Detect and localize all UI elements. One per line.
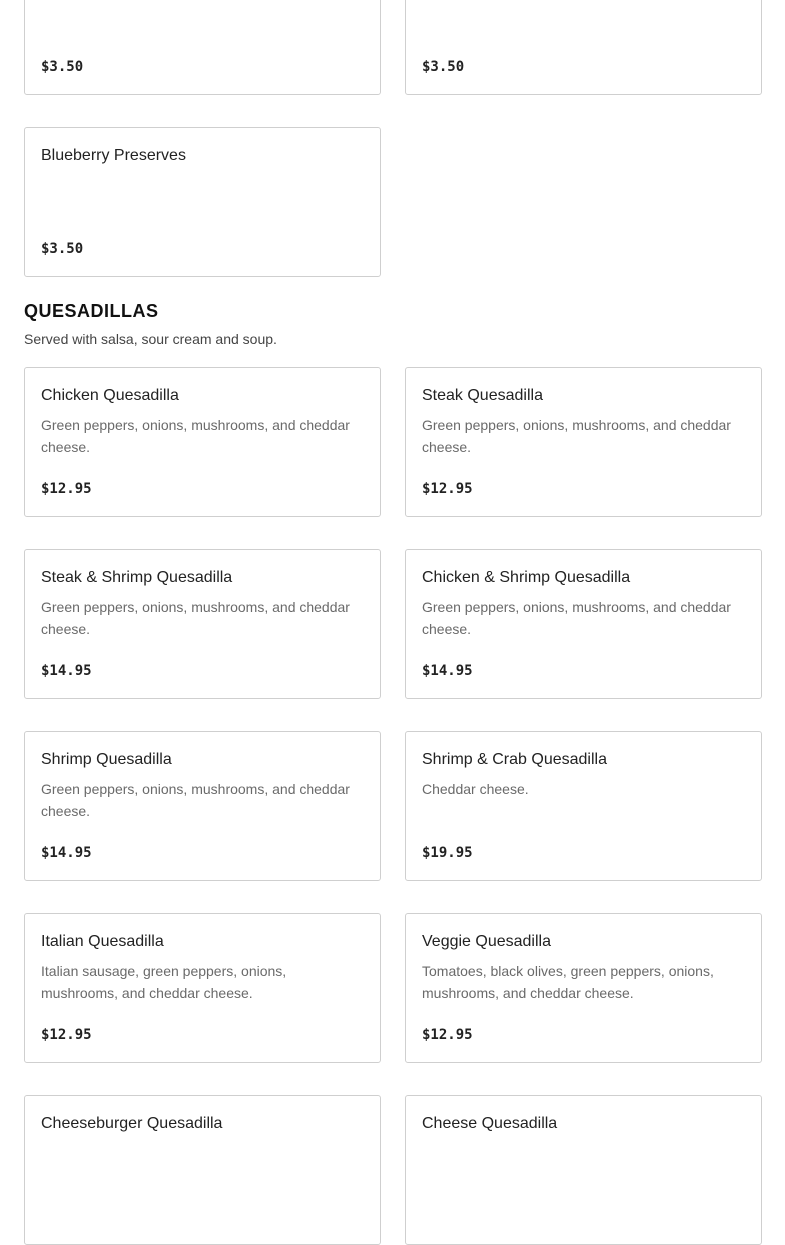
menu-item-name: Chicken & Shrimp Quesadilla (422, 569, 631, 586)
menu-item-description: Tomatoes, black olives, green peppers, onions, mushrooms, and cheddar cheese. (422, 963, 714, 1001)
menu-item-card[interactable] (24, 0, 381, 95)
menu-item-name: Shrimp Quesadilla (41, 751, 172, 768)
menu-item-price: $14.95 (422, 663, 473, 679)
menu-item-card[interactable] (405, 0, 762, 95)
menu-item-name: Veggie Quesadilla (422, 933, 551, 950)
menu-item-price: $19.95 (422, 845, 473, 861)
menu-item-description: Green peppers, onions, mushrooms, and cheddar cheese. (41, 781, 350, 819)
menu-item-price: $14.95 (41, 845, 92, 861)
menu-item-card[interactable] (24, 367, 381, 517)
menu-item-name: Cheese Quesadilla (422, 1115, 558, 1132)
section-subtitle: Served with salsa, sour cream and soup. (24, 331, 277, 347)
menu-item-card[interactable] (24, 913, 381, 1063)
menu-item-description: Green peppers, onions, mushrooms, and cheddar cheese. (422, 599, 731, 637)
menu-item-card[interactable] (405, 367, 762, 517)
menu-item-description: Italian sausage, green peppers, onions, mushrooms, and cheddar cheese. (41, 963, 287, 1001)
menu-item-name: Chicken Quesadilla (41, 387, 179, 404)
menu-item-name: Italian Quesadilla (41, 933, 164, 950)
menu-item-card[interactable] (405, 913, 762, 1063)
menu-item-card[interactable] (405, 731, 762, 881)
menu-item-price: $3.50 (41, 59, 84, 75)
menu-item-card[interactable] (24, 127, 381, 277)
menu-item-name: Cheeseburger Quesadilla (41, 1115, 223, 1132)
menu-item-description: Green peppers, onions, mushrooms, and cheddar cheese. (41, 417, 350, 455)
menu-item-description: Green peppers, onions, mushrooms, and cheddar cheese. (41, 599, 350, 637)
menu-item-price: $12.95 (41, 1027, 92, 1043)
menu-item-description: Green peppers, onions, mushrooms, and cheddar cheese. (422, 417, 731, 455)
menu-item-price: $12.95 (41, 481, 92, 497)
menu-item-name: Shrimp & Crab Quesadilla (422, 751, 607, 768)
menu-item-name: Steak Quesadilla (422, 387, 543, 404)
menu-item-price: $14.95 (41, 663, 92, 679)
section-title: QUESADILLAS (24, 301, 159, 321)
menu-item-card[interactable] (405, 549, 762, 699)
menu-item-card[interactable] (24, 731, 381, 881)
menu-item-price: $12.95 (422, 481, 473, 497)
menu-item-price: $12.95 (422, 1027, 473, 1043)
menu-item-description: Cheddar cheese. (422, 781, 529, 797)
menu-item-price: $3.50 (41, 241, 84, 257)
menu-item-card[interactable] (24, 549, 381, 699)
menu-item-name: Blueberry Preserves (41, 147, 186, 164)
menu-item-price: $3.50 (422, 59, 465, 75)
menu-item-card[interactable] (405, 1095, 762, 1245)
menu-item-card[interactable] (24, 1095, 381, 1245)
menu-item-name: Steak & Shrimp Quesadilla (41, 569, 233, 586)
